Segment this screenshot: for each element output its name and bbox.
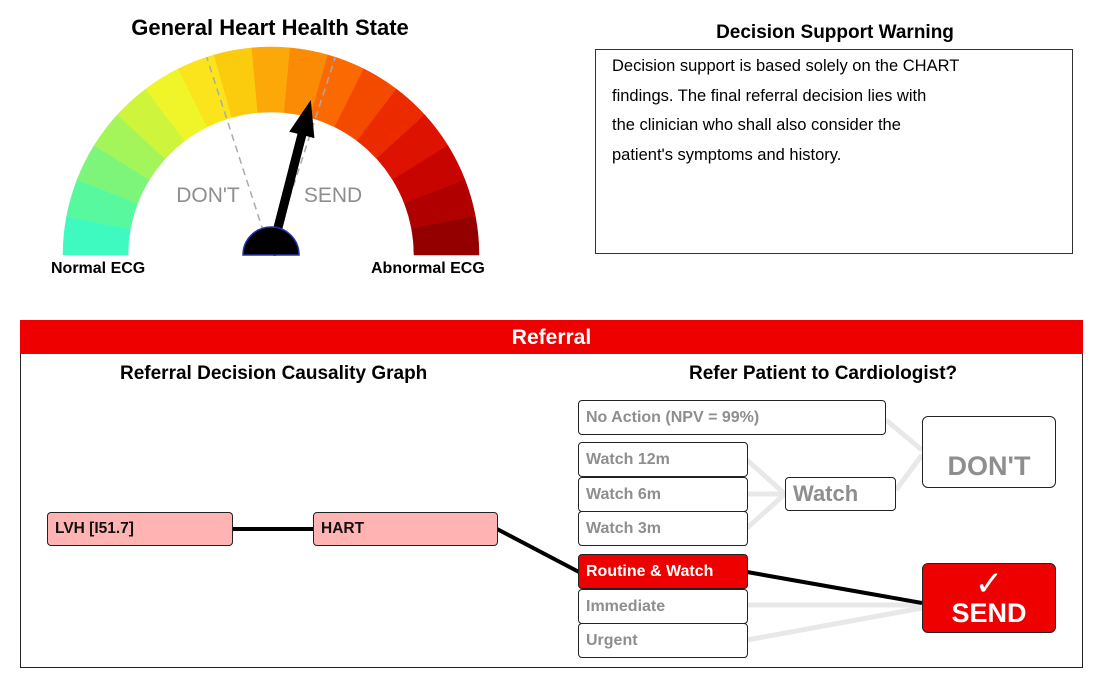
warning-title: Decision Support Warning: [716, 22, 954, 43]
referral-header: Referral: [20, 320, 1083, 354]
send-outcome-box: [922, 563, 1056, 633]
option-immediate[interactable]: Immediate: [578, 589, 748, 624]
warning-line: findings. The final referral decision lies with: [612, 87, 927, 105]
dont-outcome-label: DON'T: [947, 450, 1031, 481]
option-urgent[interactable]: Urgent: [578, 623, 748, 658]
gauge-dont-label: DON'T: [176, 184, 240, 207]
option-no-action[interactable]: No Action (NPV = 99%): [578, 400, 886, 435]
dont-outcome-box: [922, 416, 1056, 488]
warning-line: the clinician who shall also consider the: [612, 116, 901, 134]
abnormal-ecg-label: Abnormal ECG: [371, 260, 485, 277]
send-outcome-label: SEND: [951, 598, 1027, 628]
option-watch-12m[interactable]: Watch 12m: [578, 442, 748, 477]
normal-ecg-label: Normal ECG: [51, 260, 146, 277]
option-watch-3m[interactable]: Watch 3m: [578, 511, 748, 546]
watch-aggregate-node: Watch: [785, 477, 896, 511]
gauge-send-label: SEND: [303, 184, 363, 207]
option-routine-watch[interactable]: Routine & Watch: [578, 554, 748, 589]
cause-node-hart[interactable]: HART: [313, 512, 498, 546]
warning-line: patient's symptoms and history.: [612, 146, 842, 164]
option-watch-6m[interactable]: Watch 6m: [578, 477, 748, 512]
causality-graph-title: Referral Decision Causality Graph: [120, 363, 428, 384]
check-icon: ✓: [974, 565, 1004, 603]
cause-node-lvh[interactable]: LVH [I51.7]: [47, 512, 233, 546]
inactive-links: [747, 420, 922, 640]
gauge-title: General Heart Health State: [131, 15, 409, 40]
refer-question-title: Refer Patient to Cardiologist?: [689, 363, 958, 384]
warning-line: Decision support is based solely on the CHART: [612, 57, 960, 75]
